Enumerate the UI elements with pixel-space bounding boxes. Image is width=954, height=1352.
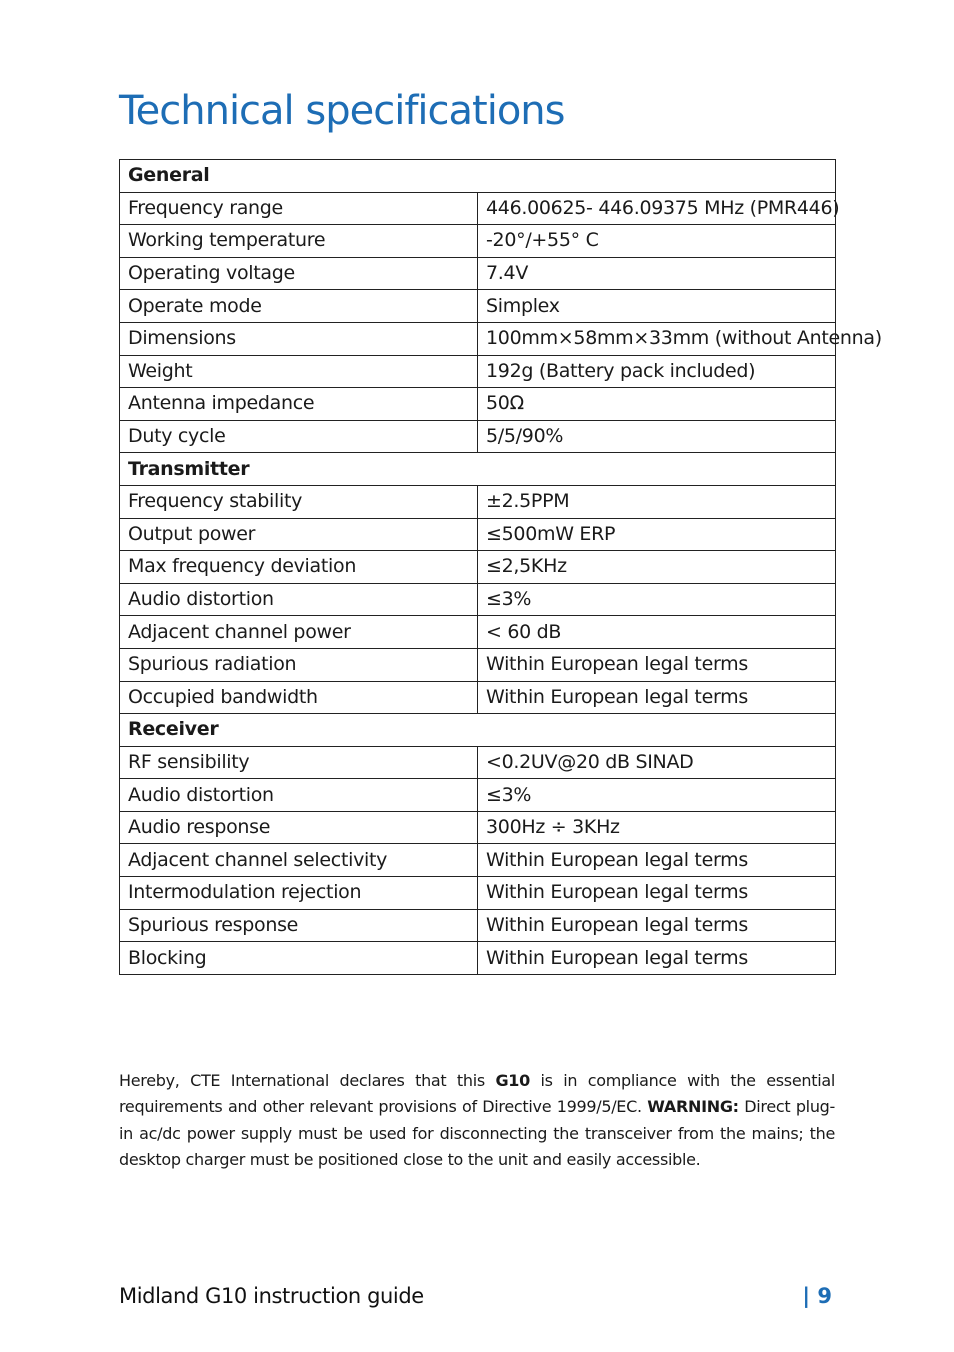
table-row xyxy=(120,551,836,584)
spec-value: ≤3% xyxy=(478,779,836,812)
spec-value: 300Hz ÷ 3KHz xyxy=(478,811,836,844)
table-row xyxy=(120,322,836,355)
spec-label: Spurious response xyxy=(120,909,478,942)
spec-table xyxy=(119,159,882,975)
spec-value: ≤500mW ERP xyxy=(478,518,836,551)
spec-label: Adjacent channel selectivity xyxy=(120,844,478,877)
compliance-statement-text: is in compliance with the essential requirements and other relevant provisions of Directive 1999/5/EC. xyxy=(119,1071,835,1117)
table-row xyxy=(120,290,836,323)
spec-label: Duty cycle xyxy=(120,420,478,453)
spec-value: 50Ω xyxy=(478,388,836,421)
section-heading-row xyxy=(120,160,836,193)
spec-value: Within European legal terms xyxy=(478,844,836,877)
spec-value: ≤2,5KHz xyxy=(478,551,836,584)
warning-text: Direct plug-in ac/dc power supply must be used for disconnecting the transceiver from the mains; the desktop charger must be positioned close to the unit and easily accessible. xyxy=(119,1097,835,1169)
warning-label: WARNING: xyxy=(647,1097,739,1117)
section-heading: Receiver xyxy=(120,714,836,747)
spec-value: -20°/+55° C xyxy=(478,225,836,258)
compliance-model: G10 xyxy=(495,1071,530,1090)
spec-label: Operate mode xyxy=(120,290,478,323)
spec-label: Adjacent channel power xyxy=(120,616,478,649)
spec-value: Within European legal terms xyxy=(478,681,836,714)
spec-value: Simplex xyxy=(478,290,836,323)
spec-value: Within European legal terms xyxy=(478,942,836,975)
section-heading: General xyxy=(120,160,836,193)
spec-label: Blocking xyxy=(120,942,478,975)
table-row xyxy=(120,616,836,649)
table-row xyxy=(120,485,836,518)
table-row xyxy=(120,844,836,877)
spec-value: 5/5/90% xyxy=(478,420,836,453)
spec-value: Within European legal terms xyxy=(478,648,836,681)
table-row xyxy=(120,877,836,910)
spec-label: RF sensibility xyxy=(120,746,478,779)
table-row xyxy=(120,942,836,975)
spec-label: Audio response xyxy=(120,811,478,844)
table-row xyxy=(120,420,836,453)
section-heading: Transmitter xyxy=(120,453,836,486)
spec-value: 7.4V xyxy=(478,257,836,290)
section-heading-row xyxy=(120,714,836,747)
spec-value: Within European legal terms xyxy=(478,909,836,942)
spec-label: Frequency stability xyxy=(120,485,478,518)
spec-value: Within European legal terms xyxy=(478,877,836,910)
table-row xyxy=(120,257,836,290)
spec-label: Occupied bandwidth xyxy=(120,681,478,714)
spec-value: < 60 dB xyxy=(478,616,836,649)
spec-value: ≤3% xyxy=(478,583,836,616)
spec-label: Max frequency deviation xyxy=(120,551,478,584)
footer-page-number: | 9 xyxy=(802,1284,832,1308)
spec-label: Intermodulation rejection xyxy=(120,877,478,910)
spec-value: ±2.5PPM xyxy=(478,485,836,518)
table-row xyxy=(120,192,836,225)
spec-label: Weight xyxy=(120,355,478,388)
table-row xyxy=(120,583,836,616)
compliance-intro: Hereby, CTE International declares that this xyxy=(119,1071,496,1090)
page-title: Technical specifications xyxy=(119,88,565,134)
spec-label: Operating voltage xyxy=(120,257,478,290)
spec-table-body xyxy=(120,160,882,975)
spec-label: Audio distortion xyxy=(120,583,478,616)
spec-value: <0.2UV@20 dB SINAD xyxy=(478,746,836,779)
spec-label: Output power xyxy=(120,518,478,551)
spec-value: 100mm×58mm×33mm (without Antenna) xyxy=(478,322,836,355)
spec-label: Dimensions xyxy=(120,322,478,355)
spec-label: Audio distortion xyxy=(120,779,478,812)
spec-label: Spurious radiation xyxy=(120,648,478,681)
spec-label: Frequency range xyxy=(120,192,478,225)
table-row xyxy=(120,225,836,258)
table-row xyxy=(120,909,836,942)
table-row xyxy=(120,746,836,779)
footer-guide-title: Midland G10 instruction guide xyxy=(119,1284,424,1308)
spec-value: 192g (Battery pack included) xyxy=(478,355,836,388)
table-row xyxy=(120,681,836,714)
table-row xyxy=(120,388,836,421)
table-row xyxy=(120,811,836,844)
spec-label: Working temperature xyxy=(120,225,478,258)
compliance-statement xyxy=(119,1068,835,1173)
table-row xyxy=(120,355,836,388)
spec-label: Antenna impedance xyxy=(120,388,478,421)
table-row xyxy=(120,648,836,681)
table-row xyxy=(120,518,836,551)
spec-value: 446.00625- 446.09375 MHz (PMR446) xyxy=(478,192,836,225)
table-row xyxy=(120,779,836,812)
section-heading-row xyxy=(120,453,836,486)
